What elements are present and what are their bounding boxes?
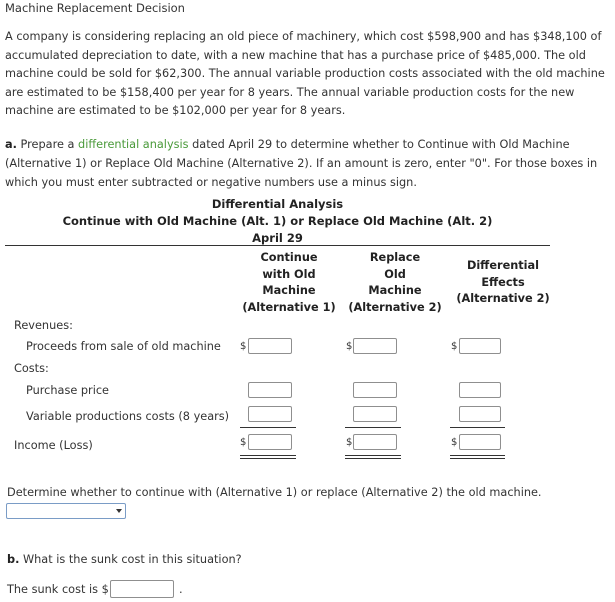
proceeds-label: Proceeds from sale of old machine [26, 340, 221, 353]
variable-alt1-input[interactable] [248, 406, 292, 422]
purchase-diff-input[interactable] [459, 382, 501, 398]
currency-symbol: $ [451, 437, 458, 448]
purchase-price-label: Purchase price [26, 384, 110, 397]
income-alt2-input[interactable] [353, 434, 397, 450]
page-title: Machine Replacement Decision [5, 1, 185, 15]
col3-line3: (Alternative 2) [456, 292, 550, 305]
analysis-subheading: Continue with Old Machine (Alt. 1) or Replace Old Machine (Alt. 2) [62, 214, 493, 228]
total-underline-diff [450, 427, 505, 428]
income-diff-input[interactable] [459, 434, 501, 450]
determine-question: Determine whether to continue with (Alternative 1) or replace (Alternative 2) the old machine. [7, 486, 542, 499]
col1-line4: (Alternative 1) [242, 300, 336, 314]
part-a-text-2: dated April 29 to determine whether to Continue with Old Machine (Alternative 1) or Replace Old Machine (Alternative 2). If an amount is zero, enter "0". For those boxes in which you must enter subtracted or negative numbers use a minus sign. [5, 138, 598, 189]
column-header-differential [448, 258, 558, 308]
proceeds-diff-input[interactable] [459, 338, 501, 354]
column-header-alt1 [238, 250, 340, 316]
currency-symbol: $ [240, 341, 247, 352]
double-underline-alt2-top [345, 455, 401, 456]
analysis-date: April 29 [252, 231, 303, 245]
total-underline-alt1 [240, 427, 296, 428]
income-alt1-input[interactable] [248, 434, 292, 450]
double-underline-diff-top [450, 455, 505, 456]
col2-line2: Old [384, 267, 406, 281]
decision-dropdown[interactable] [6, 503, 126, 519]
proceeds-alt2-input[interactable] [353, 338, 397, 354]
part-a-instructions [5, 136, 613, 193]
col1-line3: Machine [262, 284, 316, 297]
col2-line4: (Alternative 2) [348, 300, 442, 314]
total-underline-alt2 [345, 427, 401, 428]
analysis-heading: Differential Analysis [211, 197, 344, 211]
double-underline-diff-bottom [450, 458, 505, 459]
revenues-label: Revenues: [14, 319, 73, 332]
chevron-down-icon [116, 509, 122, 513]
proceeds-alt1-input[interactable] [248, 338, 292, 354]
header-divider [5, 245, 550, 246]
col1-line1: Continue [260, 251, 318, 264]
differential-analysis-link[interactable]: differential analysis [78, 138, 189, 151]
part-b-question [7, 553, 242, 566]
currency-symbol: $ [451, 341, 458, 352]
double-underline-alt2-bottom [345, 458, 401, 459]
purchase-alt1-input[interactable] [248, 382, 292, 398]
double-underline-alt1-bottom [240, 458, 296, 459]
double-underline-alt1-top [240, 455, 296, 456]
purchase-alt2-input[interactable] [353, 382, 397, 398]
problem-description: A company is considering replacing an old piece of machinery, which cost $598,900 and has $348,100 of accumulated depreciation to date, with a new machine that has a purchase price of $485,000. The old machine could be sold for $62,300. The annual variable production costs associated with the old machine are estimated to be $158,400 per year for 8 years. The annual variable production costs for the new machine are estimated to be $102,000 per year for 8 years. [5, 30, 605, 118]
currency-symbol: $ [346, 341, 353, 352]
income-loss-label: Income (Loss) [14, 439, 93, 452]
col1-line2: with Old [262, 267, 316, 281]
part-b-text: What is the sunk cost in this situation? [19, 553, 242, 566]
col2-line1: Replace [369, 251, 421, 264]
part-a-label: a. [5, 138, 17, 151]
sunk-cost-input[interactable] [110, 580, 174, 598]
variable-diff-input[interactable] [459, 406, 501, 422]
variable-alt2-input[interactable] [353, 406, 397, 422]
currency-symbol: $ [346, 437, 353, 448]
col2-line3: Machine [368, 284, 422, 297]
part-a-text-1: Prepare a [16, 138, 79, 151]
col3-line2: Effects [481, 275, 525, 289]
currency-symbol: $ [240, 437, 247, 448]
sunk-cost-suffix: . [179, 583, 183, 596]
part-b-label: b. [7, 553, 20, 566]
col3-line1: Differential [466, 259, 540, 272]
column-header-alt2 [344, 250, 446, 316]
costs-label: Costs: [14, 362, 49, 375]
sunk-cost-prefix: The sunk cost is $ [7, 583, 109, 596]
variable-costs-label: Variable productions costs (8 years) [26, 410, 230, 423]
